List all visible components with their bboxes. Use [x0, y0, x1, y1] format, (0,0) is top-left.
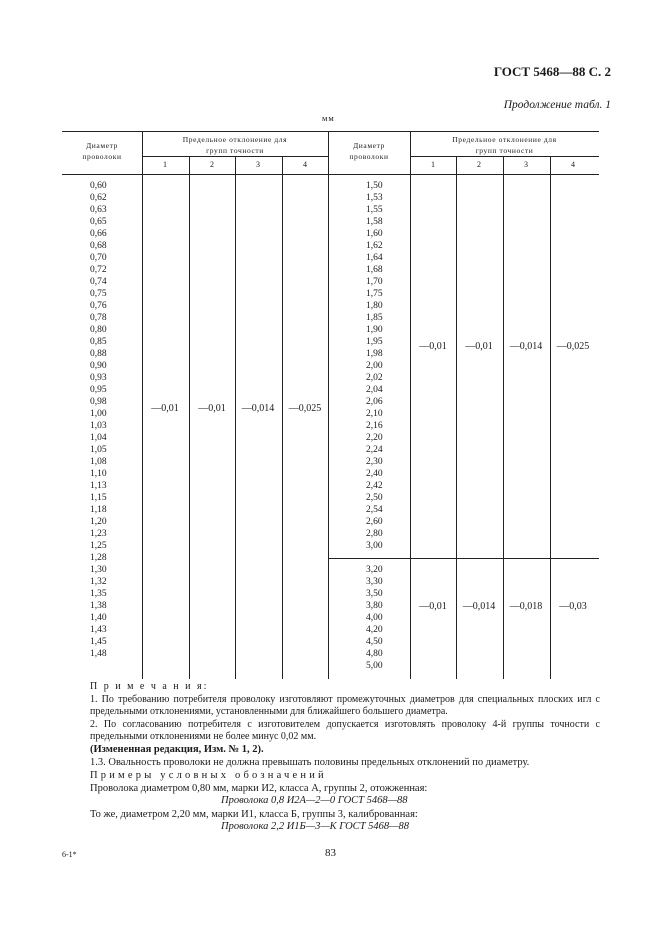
group-number: 4 [571, 160, 575, 169]
diameter-value: 1,95 [366, 337, 383, 347]
col-divider [410, 131, 411, 679]
col-divider [235, 156, 236, 679]
header-diameter-left: Диаметр проволоки [82, 141, 122, 161]
diameter-value: 4,00 [366, 613, 383, 623]
diameter-value: 2,04 [366, 385, 383, 395]
diameter-value: 2,80 [366, 529, 383, 539]
diameter-value: 1,70 [366, 277, 383, 287]
ovality-clause: 1.3. Овальность проволоки не должна превышать половины предельных отклонений по диаметру. [90, 757, 530, 768]
diameter-value: 2,24 [366, 445, 383, 455]
group-number: 3 [524, 160, 528, 169]
diameter-value: 1,75 [366, 289, 383, 299]
diameter-value: 1,98 [366, 349, 383, 359]
example-2-text: То же, диаметром 2,20 мм, марки И1, класса Б, группы 3, калиброванная: [90, 809, 418, 820]
page-header: ГОСТ 5468—88 С. 2 [493, 64, 611, 79]
diameter-value: 4,50 [366, 637, 383, 647]
examples-heading: Примеры условных обозначений [90, 770, 327, 781]
tolerance-value: —0,01 [465, 341, 493, 352]
diameter-value: 1,55 [366, 205, 383, 215]
diameter-value: 2,40 [366, 469, 383, 479]
diameter-value: 1,58 [366, 217, 383, 227]
diameter-value: 2,30 [366, 457, 383, 467]
table-continuation-label: Продолжение табл. 1 [503, 99, 611, 111]
page-number: 83 [325, 847, 336, 859]
diameter-value: 3,00 [366, 541, 383, 551]
diameter-value: 1,40 [90, 613, 107, 623]
diameter-value: 1,35 [90, 589, 107, 599]
diameter-value: 3,50 [366, 589, 383, 599]
amendment-note: (Измененная редакция, Изм. № 1, 2). [90, 744, 264, 755]
diameter-value: 1,45 [90, 637, 107, 647]
diameter-value: 0,66 [90, 229, 107, 239]
diameter-value: 0,95 [90, 385, 107, 395]
left-diameter-list [90, 180, 107, 660]
diameter-value: 1,90 [366, 325, 383, 335]
diameter-value: 1,10 [90, 469, 107, 479]
tolerance-value: —0,03 [559, 601, 587, 612]
tolerance-value: —0,01 [198, 403, 226, 414]
diameter-value: 1,85 [366, 313, 383, 323]
diameter-value: 1,38 [90, 601, 107, 611]
diameter-value: 2,60 [366, 517, 383, 527]
right-group-rule [410, 156, 599, 157]
diameter-value: 1,25 [90, 541, 107, 551]
diameter-value: 0,93 [90, 373, 107, 383]
header-group-left: Предельное отклонение для групп точности [182, 135, 288, 155]
diameter-value: 1,18 [90, 505, 107, 515]
diameter-value: 2,54 [366, 505, 383, 515]
diameter-value: 0,90 [90, 361, 107, 371]
tolerance-value: —0,018 [509, 601, 543, 612]
diameter-value: 1,30 [90, 565, 107, 575]
diameter-value: 1,80 [366, 301, 383, 311]
group-number: 3 [256, 160, 260, 169]
diameter-value: 1,20 [90, 517, 107, 527]
diameter-value: 3,80 [366, 601, 383, 611]
tolerance-value: —0,01 [151, 403, 179, 414]
tolerance-value: —0,025 [288, 403, 322, 414]
tolerance-value: —0,01 [419, 601, 447, 612]
diameter-value: 1,43 [90, 625, 107, 635]
group-number: 1 [163, 160, 167, 169]
diameter-value: 1,13 [90, 481, 107, 491]
footer-mark: 6-1* [62, 850, 77, 859]
diameter-value: 0,76 [90, 301, 107, 311]
diameter-value: 0,85 [90, 337, 107, 347]
diameter-value: 1,32 [90, 577, 107, 587]
diameter-value: 0,62 [90, 193, 107, 203]
header-group-right: Предельное отклонение для групп точности [452, 135, 557, 155]
right-bottom-diameter-list [366, 564, 383, 672]
diameter-value: 1,23 [90, 529, 107, 539]
note-1: 1. По требованию потребителя проволоку изготовляют промежуточных диаметров для специальных плоских игл с предельными отклонениями, установленными для ближайшего большего диаметра. [90, 693, 600, 717]
group-number: 1 [431, 160, 435, 169]
diameter-value: 0,80 [90, 325, 107, 335]
example-1-designation: Проволока 0,8 И2А—2—0 ГОСТ 5468—88 [221, 795, 408, 806]
diameter-value: 0,88 [90, 349, 107, 359]
unit-label: мм [322, 113, 335, 123]
diameter-value: 0,60 [90, 181, 107, 191]
notes-heading: П р и м е ч а н и я: [90, 681, 209, 692]
diameter-value: 0,74 [90, 277, 107, 287]
diameter-value: 2,06 [366, 397, 383, 407]
table-notes [90, 681, 600, 744]
diameter-value: 2,16 [366, 421, 383, 431]
tolerance-value: —0,014 [509, 341, 543, 352]
tolerance-value: —0,014 [462, 601, 496, 612]
diameter-value: 1,60 [366, 229, 383, 239]
diameter-value: 1,08 [90, 457, 107, 467]
diameter-value: 1,15 [90, 493, 107, 503]
diameter-value: 0,98 [90, 397, 107, 407]
diameter-value: 0,70 [90, 253, 107, 263]
diameter-value: 1,00 [90, 409, 107, 419]
example-2-designation: Проволока 2,2 И1Б—3—К ГОСТ 5468—88 [221, 821, 409, 832]
diameter-value: 3,20 [366, 565, 383, 575]
diameter-value: 2,42 [366, 481, 383, 491]
tolerance-value: —0,014 [241, 403, 275, 414]
diameter-value: 4,80 [366, 649, 383, 659]
diameter-value: 4,20 [366, 625, 383, 635]
group-number: 2 [477, 160, 481, 169]
note-2: 2. По согласованию потребителя с изготовителем допускается изготовлять проволоку 4-й группы точности с предельными отклонениями не более минус 0,02 мм. [90, 718, 600, 742]
diameter-value: 1,28 [90, 553, 107, 563]
diameter-value: 2,02 [366, 373, 383, 383]
diameter-value: 1,48 [90, 649, 107, 659]
diameter-value: 0,68 [90, 241, 107, 251]
tolerance-value: —0,025 [556, 341, 590, 352]
diameter-value: 0,65 [90, 217, 107, 227]
right-top-diameter-list [366, 180, 383, 552]
diameter-value: 2,10 [366, 409, 383, 419]
diameter-value: 1,04 [90, 433, 107, 443]
diameter-value: 1,62 [366, 241, 383, 251]
diameter-value: 1,50 [366, 181, 383, 191]
diameter-value: 3,30 [366, 577, 383, 587]
diameter-value: 2,20 [366, 433, 383, 443]
diameter-value: 1,53 [366, 193, 383, 203]
group-number: 4 [303, 160, 307, 169]
col-divider [328, 131, 329, 679]
diameter-value: 2,00 [366, 361, 383, 371]
col-divider [189, 156, 190, 679]
col-divider [282, 156, 283, 679]
header-diameter-right: Диаметр проволоки [349, 141, 389, 161]
diameter-value: 1,64 [366, 253, 383, 263]
diameter-value: 0,75 [90, 289, 107, 299]
diameter-value: 1,03 [90, 421, 107, 431]
diameter-value: 0,72 [90, 265, 107, 275]
diameter-value: 5,00 [366, 661, 383, 671]
right-split-rule [328, 558, 599, 559]
diameter-value: 0,63 [90, 205, 107, 215]
example-1-text: Проволока диаметром 0,80 мм, марки И2, класса А, группы 2, отожженная: [90, 783, 428, 794]
diameter-value: 0,78 [90, 313, 107, 323]
diameter-value: 2,50 [366, 493, 383, 503]
diameter-value: 1,05 [90, 445, 107, 455]
tolerance-table [62, 131, 599, 679]
group-number: 2 [210, 160, 214, 169]
diameter-value: 1,68 [366, 265, 383, 275]
tolerance-value: —0,01 [419, 341, 447, 352]
